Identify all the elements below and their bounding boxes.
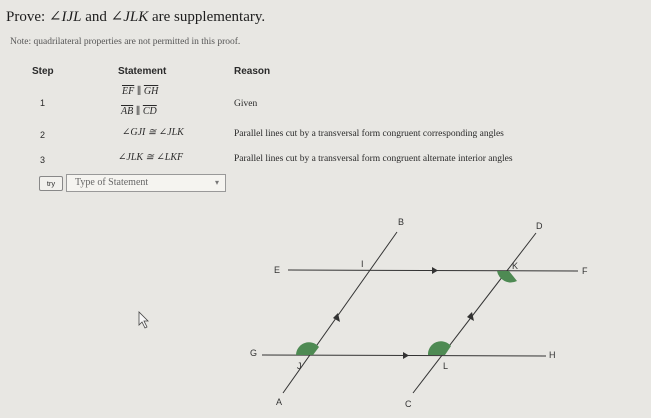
segment-gh: $\overline{GH}$ [143,86,159,97]
point-a-label: A [276,397,283,407]
point-g-label: G [250,348,258,358]
statement-header: Statement [118,66,167,77]
and-text: and [81,9,111,25]
reason-3: Parallel lines cut by a transversal form congruent alternate interior angles [234,154,513,164]
angle-jlk: ∠JLK [110,9,149,25]
point-l-label: L [443,361,449,371]
prove-prefix: Prove: [6,9,49,25]
line-cd-arrow [467,312,474,321]
reason-2: Parallel lines cut by a transversal form congruent corresponding angles [234,129,504,139]
point-k-label: K [512,261,519,271]
angle-arc-l [428,341,451,355]
try-button[interactable]: try [39,176,63,191]
point-c-label: C [405,399,412,409]
prove-suffix: are supplementary. [148,9,266,25]
segment-cd: $\overline{CD}$ [142,106,157,117]
proof-note: Note: quadrilateral properties are not permitted in this proof. [10,37,241,47]
select-placeholder: Type of Statement [75,177,149,188]
segment-ab: $\overline{AB}$ [121,106,134,117]
segment-ef: $\overline{EF}$ [122,86,135,97]
reason-header: Reason [234,66,271,77]
line-cd [413,233,536,393]
step-header: Step [32,66,54,77]
point-e-label: E [274,265,281,275]
step-3: 3 [40,155,46,165]
parallel-symbol: ∥ [134,86,144,97]
point-j-label: J [297,361,302,371]
point-i-label: I [361,259,364,269]
point-f-label: F [582,266,588,276]
angle-ijl: ∠IJL [48,9,82,25]
parallel-symbol: ∥ [133,106,143,117]
step-1: 1 [40,98,46,108]
point-h-label: H [549,350,556,360]
reason-1: Given [234,99,258,109]
angle-arc-j [296,342,319,355]
chevron-down-icon: ▾ [214,178,219,187]
point-d-label: D [536,221,543,231]
line-gh-arrow [403,352,409,359]
point-b-label: B [398,217,405,227]
statement-2: ∠GJI ≅ ∠JLK [122,127,184,138]
step-2: 2 [40,130,46,140]
line-ef-arrow [432,267,438,274]
statement-3: ∠JLK ≅ ∠LKF [118,152,184,163]
angle-arc-k [497,271,517,282]
